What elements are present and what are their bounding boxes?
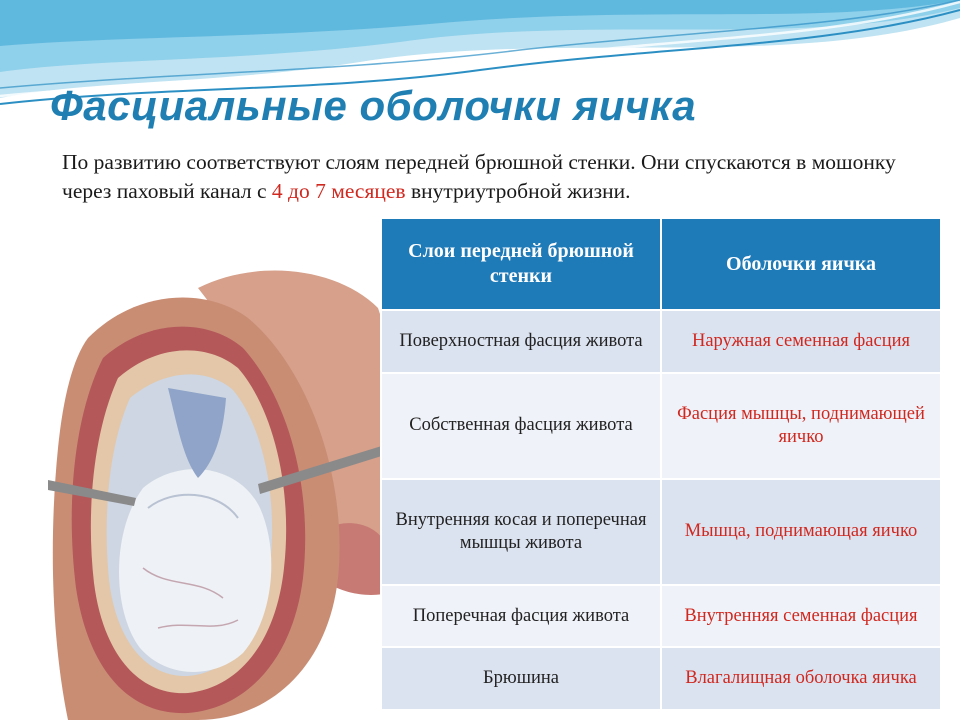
intro-paragraph bbox=[62, 148, 922, 206]
layer-cell: Собственная фасция живота bbox=[381, 373, 661, 479]
page-title: Фасциальные оболочки яичка bbox=[50, 82, 697, 129]
layer-cell: Брюшина bbox=[381, 647, 661, 710]
table-header-row bbox=[381, 218, 941, 310]
layer-cell: Поперечная фасция живота bbox=[381, 585, 661, 648]
membrane-cell: Фасция мышцы, поднимающей яичко bbox=[661, 373, 941, 479]
intro-text-start: По развитию соответствуют слоям передней брюшной стенки. Они спускаются в мошонку через паховый канал с bbox=[62, 150, 896, 203]
table-row bbox=[381, 373, 941, 479]
layer-cell: Поверхностная фасция живота bbox=[381, 310, 661, 373]
header-abdominal-layers: Слои передней брюшной стенки bbox=[381, 218, 661, 310]
intro-text-end: внутриутробной жизни. bbox=[405, 179, 631, 203]
table-row bbox=[381, 310, 941, 373]
membrane-cell: Влагалищная оболочка яичка bbox=[661, 647, 941, 710]
header-testis-membranes: Оболочки яичка bbox=[661, 218, 941, 310]
layer-cell: Внутренняя косая и поперечная мышцы живота bbox=[381, 479, 661, 585]
table-row bbox=[381, 647, 941, 710]
intro-highlight: 4 до 7 месяцев bbox=[271, 179, 406, 203]
table-row bbox=[381, 585, 941, 648]
membrane-cell: Мышца, поднимающая яичко bbox=[661, 479, 941, 585]
membrane-cell: Внутренняя семенная фасция bbox=[661, 585, 941, 648]
testis-anatomy-illustration bbox=[48, 248, 388, 720]
layers-table bbox=[380, 217, 942, 711]
membrane-cell: Наружная семенная фасция bbox=[661, 310, 941, 373]
table-row bbox=[381, 479, 941, 585]
